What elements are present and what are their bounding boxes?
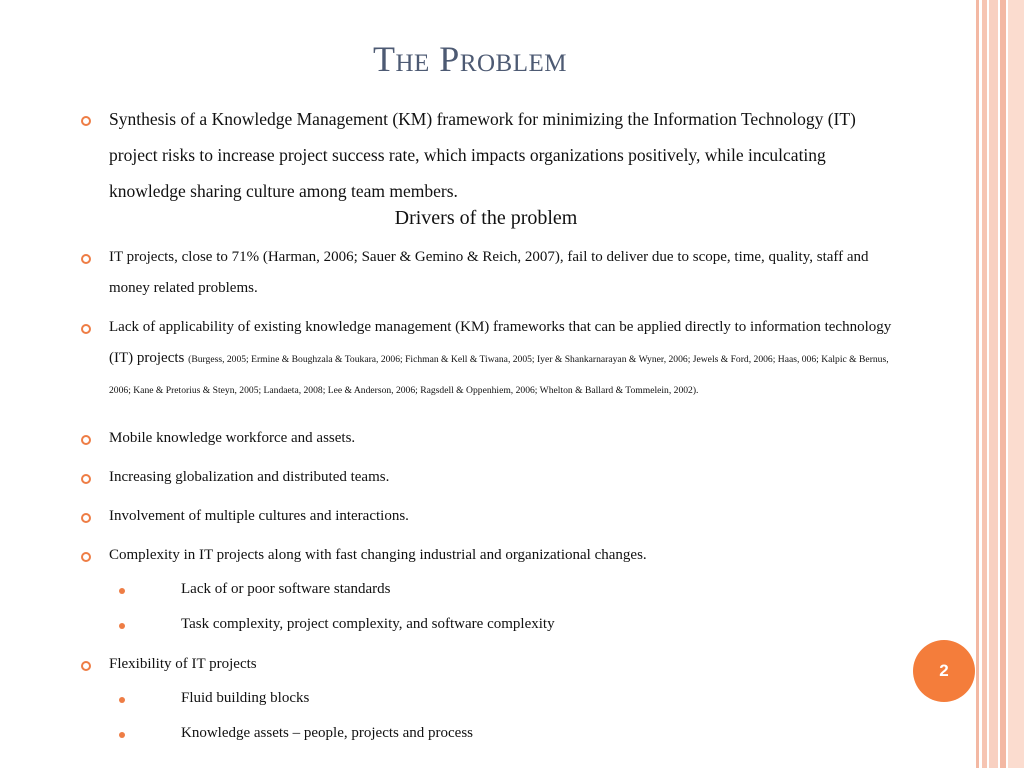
bullet-text: Mobile knowledge workforce and assets.	[109, 430, 356, 446]
bullet-text: Lack of applicability of existing knowledge management (KM) frameworks that can be applied directly to information technology (IT) projects	[109, 319, 892, 366]
hollow-circle-icon	[81, 513, 91, 523]
filled-dot-icon	[119, 697, 125, 703]
bullet-text: Involvement of multiple cultures and interactions.	[109, 508, 409, 524]
sub-bullet-text: Lack of or poor software standards	[181, 581, 391, 597]
hollow-circle-icon	[81, 324, 91, 334]
page-number-badge: 2	[913, 640, 975, 702]
sub-bullet-text: Task complexity, project complexity, and software complexity	[181, 616, 555, 632]
bullet-text: Increasing globalization and distributed teams.	[109, 469, 390, 485]
decorative-stripe	[1000, 0, 1006, 768]
hollow-circle-icon	[81, 116, 91, 126]
hollow-circle-icon	[81, 474, 91, 484]
decorative-stripe	[976, 0, 979, 768]
sub-bullet-text: Knowledge assets – people, projects and process	[181, 725, 474, 741]
filled-dot-icon	[119, 623, 125, 629]
hollow-circle-icon	[81, 435, 91, 445]
hollow-circle-icon	[81, 552, 91, 562]
section-heading: Drivers of the problem	[394, 207, 578, 229]
citation-text: (Burgess, 2005; Ermine & Boughzala & Toukara, 2006; Fichman & Kell & Tiwana, 2005; Iyer & Shankarnarayan & Wyner, 2006; Jewels & Ford, 2006; Haas, 006; Kalpic & Bernus, 2006; Kane & Pretorius & Steyn, 2005; Landaeta, 2008; Lee & Anderson, 2006; Ragsdell & Oppenhiem, 2006; Whelton & Ballard & Tommelein, 2002).	[109, 354, 889, 396]
decorative-stripe	[982, 0, 987, 768]
decorative-stripe	[1008, 0, 1024, 768]
filled-dot-icon	[119, 588, 125, 594]
filled-dot-icon	[119, 732, 125, 738]
intro-paragraph: Synthesis of a Knowledge Management (KM) framework for minimizing the Information Technology (IT) project risks to increase project success rate, which impacts organizations positively, while inculcating knowledge sharing culture among team members.	[109, 109, 856, 201]
bullet-item	[109, 312, 899, 405]
hollow-circle-icon	[81, 254, 91, 264]
hollow-circle-icon	[81, 661, 91, 671]
bullet-text: Flexibility of IT projects	[109, 656, 257, 672]
decorative-stripe	[989, 0, 998, 768]
bullet-text: IT projects, close to 71% (Harman, 2006; Sauer & Gemino & Reich, 2007), fail to deliver due to scope, time, quality, staff and money related problems.	[109, 249, 869, 296]
bullet-text: Complexity in IT projects along with fast changing industrial and organizational changes.	[109, 547, 647, 563]
slide-title: The Problem	[372, 39, 567, 79]
sub-bullet-text: Fluid building blocks	[181, 690, 310, 706]
